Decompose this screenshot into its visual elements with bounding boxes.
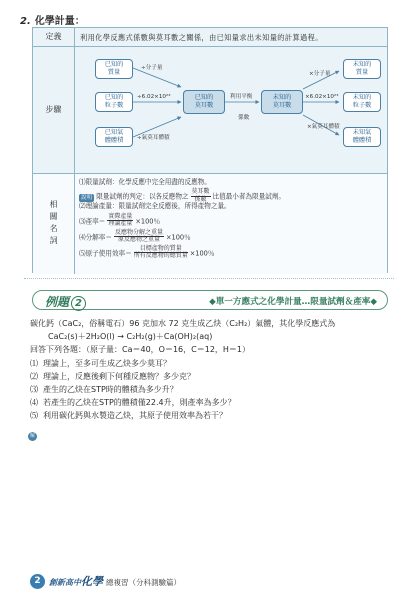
section-divider — [24, 278, 394, 279]
term-limiting-reagent: ⑴限量試劑：化學反應中完全用盡的反應物。 — [79, 178, 211, 186]
question-5-text: 利用碳化鈣與水製造乙炔，其原子使用效率為若干？ — [43, 411, 227, 421]
terms-body — [75, 174, 387, 274]
box-unknown-mass — [343, 59, 381, 79]
box-unknown-moles — [261, 90, 303, 114]
yield-fraction — [107, 214, 133, 229]
box-known-moles — [183, 90, 225, 114]
brand-b: 高中 — [65, 578, 81, 587]
box-known-mass-text: 已知的 質量 — [104, 61, 124, 76]
question-1-number: ⑴ — [30, 358, 38, 368]
page-number: 2 — [30, 574, 45, 589]
box-unknown-moles-text: 未知的 莫耳數 — [272, 94, 292, 109]
brand-d: 總複習（分科測驗篇） — [106, 578, 181, 587]
example-body — [30, 317, 390, 423]
solution-marker-icon: 解 — [29, 433, 35, 439]
example-badge-text: 例題 — [45, 295, 70, 309]
box-unknown-mass-text: 未知的 質量 — [352, 61, 372, 76]
rule-post: 比值最小者為限量試劑。 — [212, 192, 286, 201]
label-divide-avogadro: ÷6.02×10²³ — [137, 94, 171, 100]
box-unknown-gas-volume-text: 未知氣 體體積 — [352, 129, 372, 144]
term-limiting-rule — [79, 188, 387, 204]
question-3 — [30, 383, 390, 396]
term-percent-yield — [79, 214, 387, 230]
section-title — [20, 12, 85, 27]
rule-pre: 限量試劑的判定：以各反應物之 — [96, 192, 189, 201]
term-atom-economy — [79, 246, 387, 262]
example-line-3: 回答下列各題：（原子量：Ca＝40，O＝16，C＝12，H＝1） — [30, 345, 251, 355]
box-unknown-particles-text: 未知的 粒子數 — [352, 94, 372, 109]
explain-tag: 說明 — [81, 194, 93, 201]
brand-c: 化學 — [81, 575, 103, 588]
book-brand — [49, 573, 181, 589]
atom-pre: ⑸原子使用效率＝ — [79, 248, 132, 257]
definition-header: 定義 — [33, 28, 75, 46]
label-multiply-molar-volume: ×氣莫耳體積 — [307, 124, 340, 130]
atom-numerator: 目標產物的質量 — [134, 246, 188, 254]
example-badge — [45, 293, 86, 311]
question-5-number: ⑸ — [30, 411, 38, 421]
example-equation: CaC₂(s)＋2H₂O(l) → C₂H₂(g)＋Ca(OH)₂(aq) — [48, 332, 213, 342]
label-divide-molar-mass: ÷分子量 — [141, 65, 163, 71]
term-theoretical-yield: ⑵理論產量：限量試劑完全反應後，所得產物之量。 — [79, 202, 231, 211]
box-unknown-gas-volume — [343, 127, 381, 147]
question-2-text: 理論上，反應後剩下何種反應物？多少克？ — [43, 371, 195, 381]
brand-a: 創新 — [49, 578, 65, 587]
label-multiply-molar-mass: ×分子量 — [309, 71, 331, 77]
yield-denominator: 理論產量 — [108, 220, 133, 228]
rule-denominator: 係數 — [194, 196, 207, 204]
page-footer — [30, 572, 181, 590]
example-badge-number: 2 — [71, 296, 86, 311]
steps-row — [33, 47, 387, 174]
atom-fraction — [134, 246, 188, 261]
steps-header: 步驟 — [33, 47, 75, 173]
label-divide-molar-volume: ÷氣莫耳體積 — [137, 135, 170, 141]
stoichiometry-table — [32, 27, 388, 273]
box-known-mass — [95, 59, 133, 79]
example-line-1: 碳化鈣（CaC₂，俗稱電石）96 克加水 72 克生成乙炔（C₂H₂）氣體，其化學反應式為 — [30, 319, 336, 328]
question-4 — [30, 396, 390, 409]
question-3-text: 產生的乙炔在STP時的體積為多少升？ — [43, 384, 178, 394]
section-number: 2. — [20, 16, 31, 27]
question-4-number: ⑷ — [30, 398, 38, 408]
atom-denominator: 所有反應物的總質量 — [133, 252, 188, 260]
rule-numerator: 莫耳數 — [191, 188, 210, 196]
example-header — [32, 290, 388, 310]
label-use-balanced: 利用平衡 — [230, 94, 253, 100]
definition-row — [33, 28, 387, 47]
question-5 — [30, 409, 390, 422]
box-known-gas-volume-text: 已知氣 體體積 — [104, 129, 124, 144]
question-2-number: ⑵ — [30, 371, 38, 381]
definition-text: 利用化學反應式係數與莫耳數之關係，由已知量求出未知量的計算過程。 — [80, 33, 323, 42]
box-known-particles — [95, 92, 133, 112]
decomp-denominator: 原反應物之重量 — [117, 236, 160, 244]
atom-post: ×100％ — [189, 248, 215, 257]
terms-row — [33, 174, 387, 274]
decomp-pre: ⑷分解率＝ — [79, 232, 112, 241]
section-title-text: 化學計量： — [34, 16, 85, 27]
question-1-text: 理論上，至多可生成乙炔多少莫耳？ — [43, 358, 171, 368]
question-2 — [30, 370, 390, 383]
decomp-fraction — [114, 230, 164, 245]
question-3-number: ⑶ — [30, 384, 38, 394]
box-known-moles-text: 已知的 莫耳數 — [194, 94, 214, 109]
decomp-numerator: 反應物分解之重量 — [114, 228, 163, 236]
decomp-post: ×100％ — [165, 232, 191, 241]
box-known-particles-text: 已知的 粒子數 — [104, 94, 124, 109]
yield-pre: ⑶產率＝ — [79, 216, 106, 225]
question-1 — [30, 357, 390, 370]
label-multiply-avogadro: ×6.02×10²³ — [305, 94, 339, 100]
terms-header: 相關名詞 — [33, 174, 75, 274]
yield-numerator: 實際產量 — [108, 212, 133, 220]
question-4-text: 若產生的乙炔在STP的體積僅22.4升，則產率為多少？ — [43, 398, 236, 408]
label-coefficient: 係數 — [238, 115, 250, 121]
example-title: ◆單一方應式之化學計量…限量試劑＆產率◆ — [209, 297, 377, 307]
box-known-gas-volume — [95, 127, 133, 147]
term-decomposition-rate — [79, 230, 387, 246]
box-unknown-particles — [343, 92, 381, 112]
yield-post: ×100％ — [135, 216, 161, 225]
